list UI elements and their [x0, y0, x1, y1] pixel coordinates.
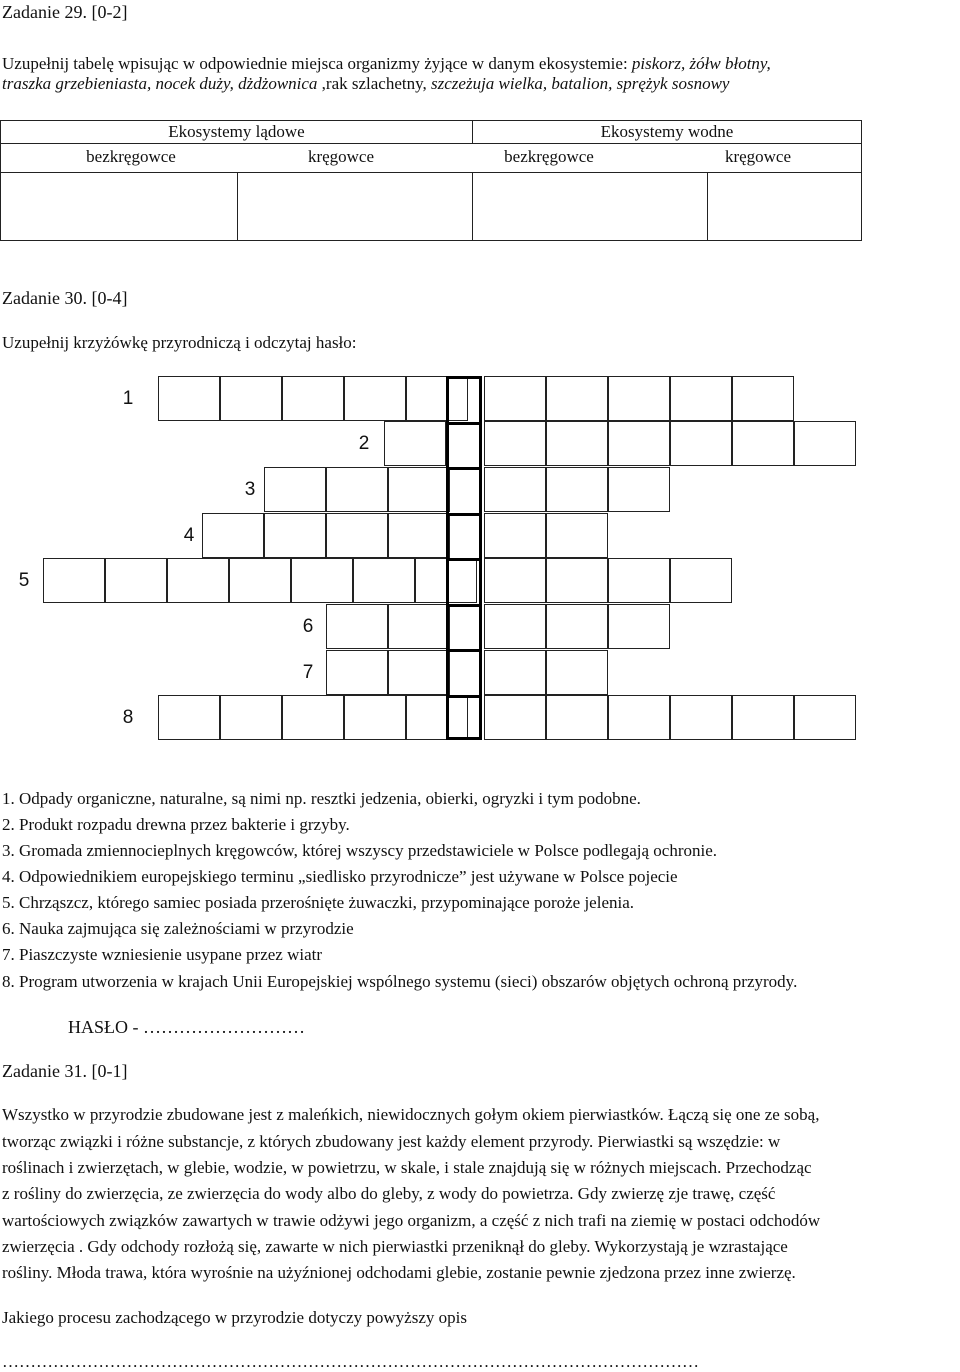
- clue-6: 6. Nauka zajmująca się zależnościami w przyrodzie: [2, 919, 354, 938]
- crossword-cell-row-5[interactable]: [291, 558, 353, 603]
- crossword-cell-row-5[interactable]: [167, 558, 229, 603]
- clue-1: 1. Odpady organiczne, naturalne, są nimi np. resztki jedzenia, obierki, ogryzki i tym podobne.: [2, 789, 641, 808]
- clue-3: 3. Gromada zmiennocieplnych kręgowców, której wszyscy przedstawiciele w Polsce podlegają ochronie.: [2, 841, 718, 860]
- crossword-cell-row-2[interactable]: [484, 421, 546, 466]
- crossword-cell-row-1[interactable]: [608, 376, 670, 421]
- crossword-number-2: 2: [358, 433, 370, 454]
- task31-text-line: tworząc związki i różne substancje, z których zbudowany jest każdy element przyrody. Pierwiastki są wszędzie: w: [2, 1132, 781, 1151]
- crossword-cell-row-8[interactable]: [344, 695, 406, 740]
- clue-7: 7. Piaszczyste wzniesienie usypane przez wiatr: [2, 945, 323, 964]
- land-invertebrates-answer-cell[interactable]: [2, 174, 236, 240]
- crossword-cell-row-2[interactable]: [670, 421, 732, 466]
- crossword-cell-row-8[interactable]: [220, 695, 282, 740]
- crossword-cell-row-4[interactable]: [326, 513, 388, 558]
- crossword-cell-row-5[interactable]: [43, 558, 105, 603]
- task29-line1-prefix: Uzupełnij tabelę wpisując w odpowiednie miejsca organizmy żyjące w danym ekosystemie:: [2, 54, 632, 73]
- crossword-number-1: 1: [122, 388, 134, 409]
- crossword-cell-row-8[interactable]: [670, 695, 732, 740]
- task29-heading: Zadanie 29. [0-2]: [2, 2, 128, 22]
- task29-line1-organisms: piskorz, żółw błotny,: [631, 54, 771, 73]
- table-col-divider-3: [707, 172, 708, 240]
- task31-text-line: zwierzęcia . Gdy odchody rozłożą się, zawarte w nich pierwiastki przeniknął do gleby. Wykorzystają je wzrastające: [2, 1237, 788, 1256]
- clue-2: 2. Produkt rozpadu drewna przez bakterie i grzyby.: [2, 815, 350, 834]
- task29-instruction-line1: [2, 54, 771, 74]
- water-invertebrates-header: bezkręgowce: [504, 147, 594, 166]
- crossword-cell-row-7[interactable]: [326, 650, 388, 695]
- task31-question: Jakiego procesu zachodzącego w przyrodzie dotyczy powyższy opis: [2, 1308, 467, 1327]
- password-divider: [449, 604, 479, 607]
- table-row-divider: [1, 143, 861, 144]
- crossword-cell-row-2[interactable]: [794, 421, 856, 466]
- crossword-number-4: 4: [183, 525, 195, 546]
- crossword-cell-row-6[interactable]: [546, 604, 608, 649]
- password-divider: [449, 649, 479, 652]
- crossword-cell-row-5[interactable]: [608, 558, 670, 603]
- crossword-cell-row-3[interactable]: [264, 467, 326, 512]
- password-divider: [449, 558, 479, 561]
- password-divider: [449, 513, 479, 516]
- crossword-cell-row-1[interactable]: [670, 376, 732, 421]
- crossword-cell-row-2[interactable]: [546, 421, 608, 466]
- water-invertebrates-answer-cell[interactable]: [474, 174, 706, 240]
- crossword-cell-row-8[interactable]: [794, 695, 856, 740]
- crossword-cell-row-5[interactable]: [546, 558, 608, 603]
- crossword-cell-row-1[interactable]: [344, 376, 406, 421]
- crossword-cell-row-6[interactable]: [484, 604, 546, 649]
- land-vertebrates-answer-cell[interactable]: [239, 174, 471, 240]
- crossword-cell-row-7[interactable]: [388, 650, 450, 695]
- task29-line2-organisms-a: traszka grzebieniasta, nocek duży, dżdżownica: [2, 74, 318, 93]
- crossword-cell-row-3[interactable]: [608, 467, 670, 512]
- task29-line2-organisms-b: szczeżuja wielka, batalion, sprężyk sosnowy: [431, 74, 730, 93]
- crossword-cell-row-5[interactable]: [229, 558, 291, 603]
- table-col-divider-1: [237, 172, 238, 240]
- crossword-cell-row-4[interactable]: [202, 513, 264, 558]
- water-vertebrates-answer-cell[interactable]: [709, 174, 861, 240]
- crossword-cell-row-1[interactable]: [158, 376, 220, 421]
- crossword-cell-row-5[interactable]: [670, 558, 732, 603]
- task31-text-line: roślinach i zwierzętach, w glebie, wodzie, w powietrzu, w skale, i stale znajdują się w różnych miejscach. Przechodząc: [2, 1158, 812, 1177]
- crossword-cell-row-6[interactable]: [608, 604, 670, 649]
- table-col-divider-2: [472, 172, 473, 240]
- task31-heading: Zadanie 31. [0-1]: [2, 1061, 128, 1081]
- crossword-cell-row-3[interactable]: [326, 467, 388, 512]
- table-subheader-divider: [1, 172, 861, 173]
- crossword-number-7: 7: [302, 662, 314, 683]
- crossword-number-3: 3: [244, 479, 256, 500]
- crossword-cell-row-2[interactable]: [384, 421, 446, 466]
- task31-text-line: wartościowych związków zawartych w trawie odżywi jego organizm, a część z nich trafi na ziemię w postaci odchodów: [2, 1211, 821, 1230]
- task31-answer-line[interactable]: ……………………………………………………………………………………………………………: [2, 1352, 699, 1371]
- crossword-cell-row-5[interactable]: [353, 558, 415, 603]
- crossword-cell-row-3[interactable]: [388, 467, 450, 512]
- password-divider: [449, 467, 479, 470]
- crossword-cell-row-7[interactable]: [484, 650, 546, 695]
- crossword-cell-row-8[interactable]: [546, 695, 608, 740]
- land-invertebrates-header: bezkręgowce: [86, 147, 176, 166]
- header-water-ecosystems: Ekosystemy wodne: [600, 122, 734, 141]
- land-vertebrates-header: kręgowce: [307, 147, 375, 166]
- crossword-cell-row-2[interactable]: [732, 421, 794, 466]
- crossword-cell-row-1[interactable]: [220, 376, 282, 421]
- crossword-cell-row-3[interactable]: [546, 467, 608, 512]
- password-divider: [449, 695, 479, 698]
- header-land-ecosystems: Ekosystemy lądowe: [168, 122, 305, 141]
- crossword-cell-row-4[interactable]: [484, 513, 546, 558]
- crossword-number-5: 5: [18, 570, 30, 591]
- task31-text-line: Wszystko w przyrodzie zbudowane jest z maleńkich, niewidocznych gołym okiem pierwiastków. Łączą się one ze sobą,: [2, 1105, 820, 1124]
- crossword-cell-row-6[interactable]: [326, 604, 388, 649]
- crossword-cell-row-8[interactable]: [282, 695, 344, 740]
- water-vertebrates-header: kręgowce: [724, 147, 792, 166]
- task29-instruction-line2: [2, 74, 729, 94]
- crossword-cell-row-5[interactable]: [484, 558, 546, 603]
- task31-text-line: rośliny. Młoda trawa, która wyrośnie na użyźnionej odchodami glebie, zostanie pewnie zjedzona przez inne zwierzę.: [2, 1263, 796, 1282]
- task31-text-line: z rośliny do zwierzęcia, ze zwierzęcia do wody albo do gleby, z wody do powietrza. Gdy zwierzę zje trawę, część: [2, 1184, 776, 1203]
- crossword-cell-row-1[interactable]: [282, 376, 344, 421]
- ecosystem-table: [0, 120, 862, 241]
- password-answer-line[interactable]: HASŁO - ………………………: [68, 1017, 305, 1037]
- clue-8: 8. Program utworzenia w krajach Unii Europejskiej wspólnego systemu (sieci) obszarów objętych ochroną przyrody.: [2, 972, 798, 991]
- clue-4: 4. Odpowiednikiem europejskiego terminu „siedlisko przyrodnicze” jest używane w Polsce pojecie: [2, 867, 678, 886]
- clue-5: 5. Chrząszcz, którego samiec posiada przerośnięte żuwaczki, przypominające poroże jelenia.: [2, 893, 635, 912]
- crossword-cell-row-4[interactable]: [546, 513, 608, 558]
- crossword-cell-row-3[interactable]: [484, 467, 546, 512]
- crossword-cell-row-1[interactable]: [732, 376, 794, 421]
- crossword-cell-row-8[interactable]: [732, 695, 794, 740]
- crossword-number-8: 8: [122, 707, 134, 728]
- crossword-cell-row-5[interactable]: [105, 558, 167, 603]
- crossword-cell-row-2[interactable]: [608, 421, 670, 466]
- crossword-cell-row-1[interactable]: [546, 376, 608, 421]
- crossword-cell-row-7[interactable]: [546, 650, 608, 695]
- crossword-cell-row-4[interactable]: [388, 513, 450, 558]
- password-divider: [449, 422, 479, 425]
- task30-heading: Zadanie 30. [0-4]: [2, 288, 128, 308]
- task29-line2-plain: ,rak szlachetny,: [317, 74, 432, 93]
- crossword-cell-row-1[interactable]: [484, 376, 546, 421]
- crossword-cell-row-8[interactable]: [158, 695, 220, 740]
- crossword-cell-row-8[interactable]: [484, 695, 546, 740]
- crossword-cell-row-8[interactable]: [608, 695, 670, 740]
- task30-instruction: Uzupełnij krzyżówkę przyrodniczą i odczytaj hasło:: [2, 333, 357, 352]
- crossword-cell-row-4[interactable]: [264, 513, 326, 558]
- crossword-number-6: 6: [302, 616, 314, 637]
- crossword-cell-row-6[interactable]: [388, 604, 450, 649]
- crossword-password-column: [446, 376, 482, 740]
